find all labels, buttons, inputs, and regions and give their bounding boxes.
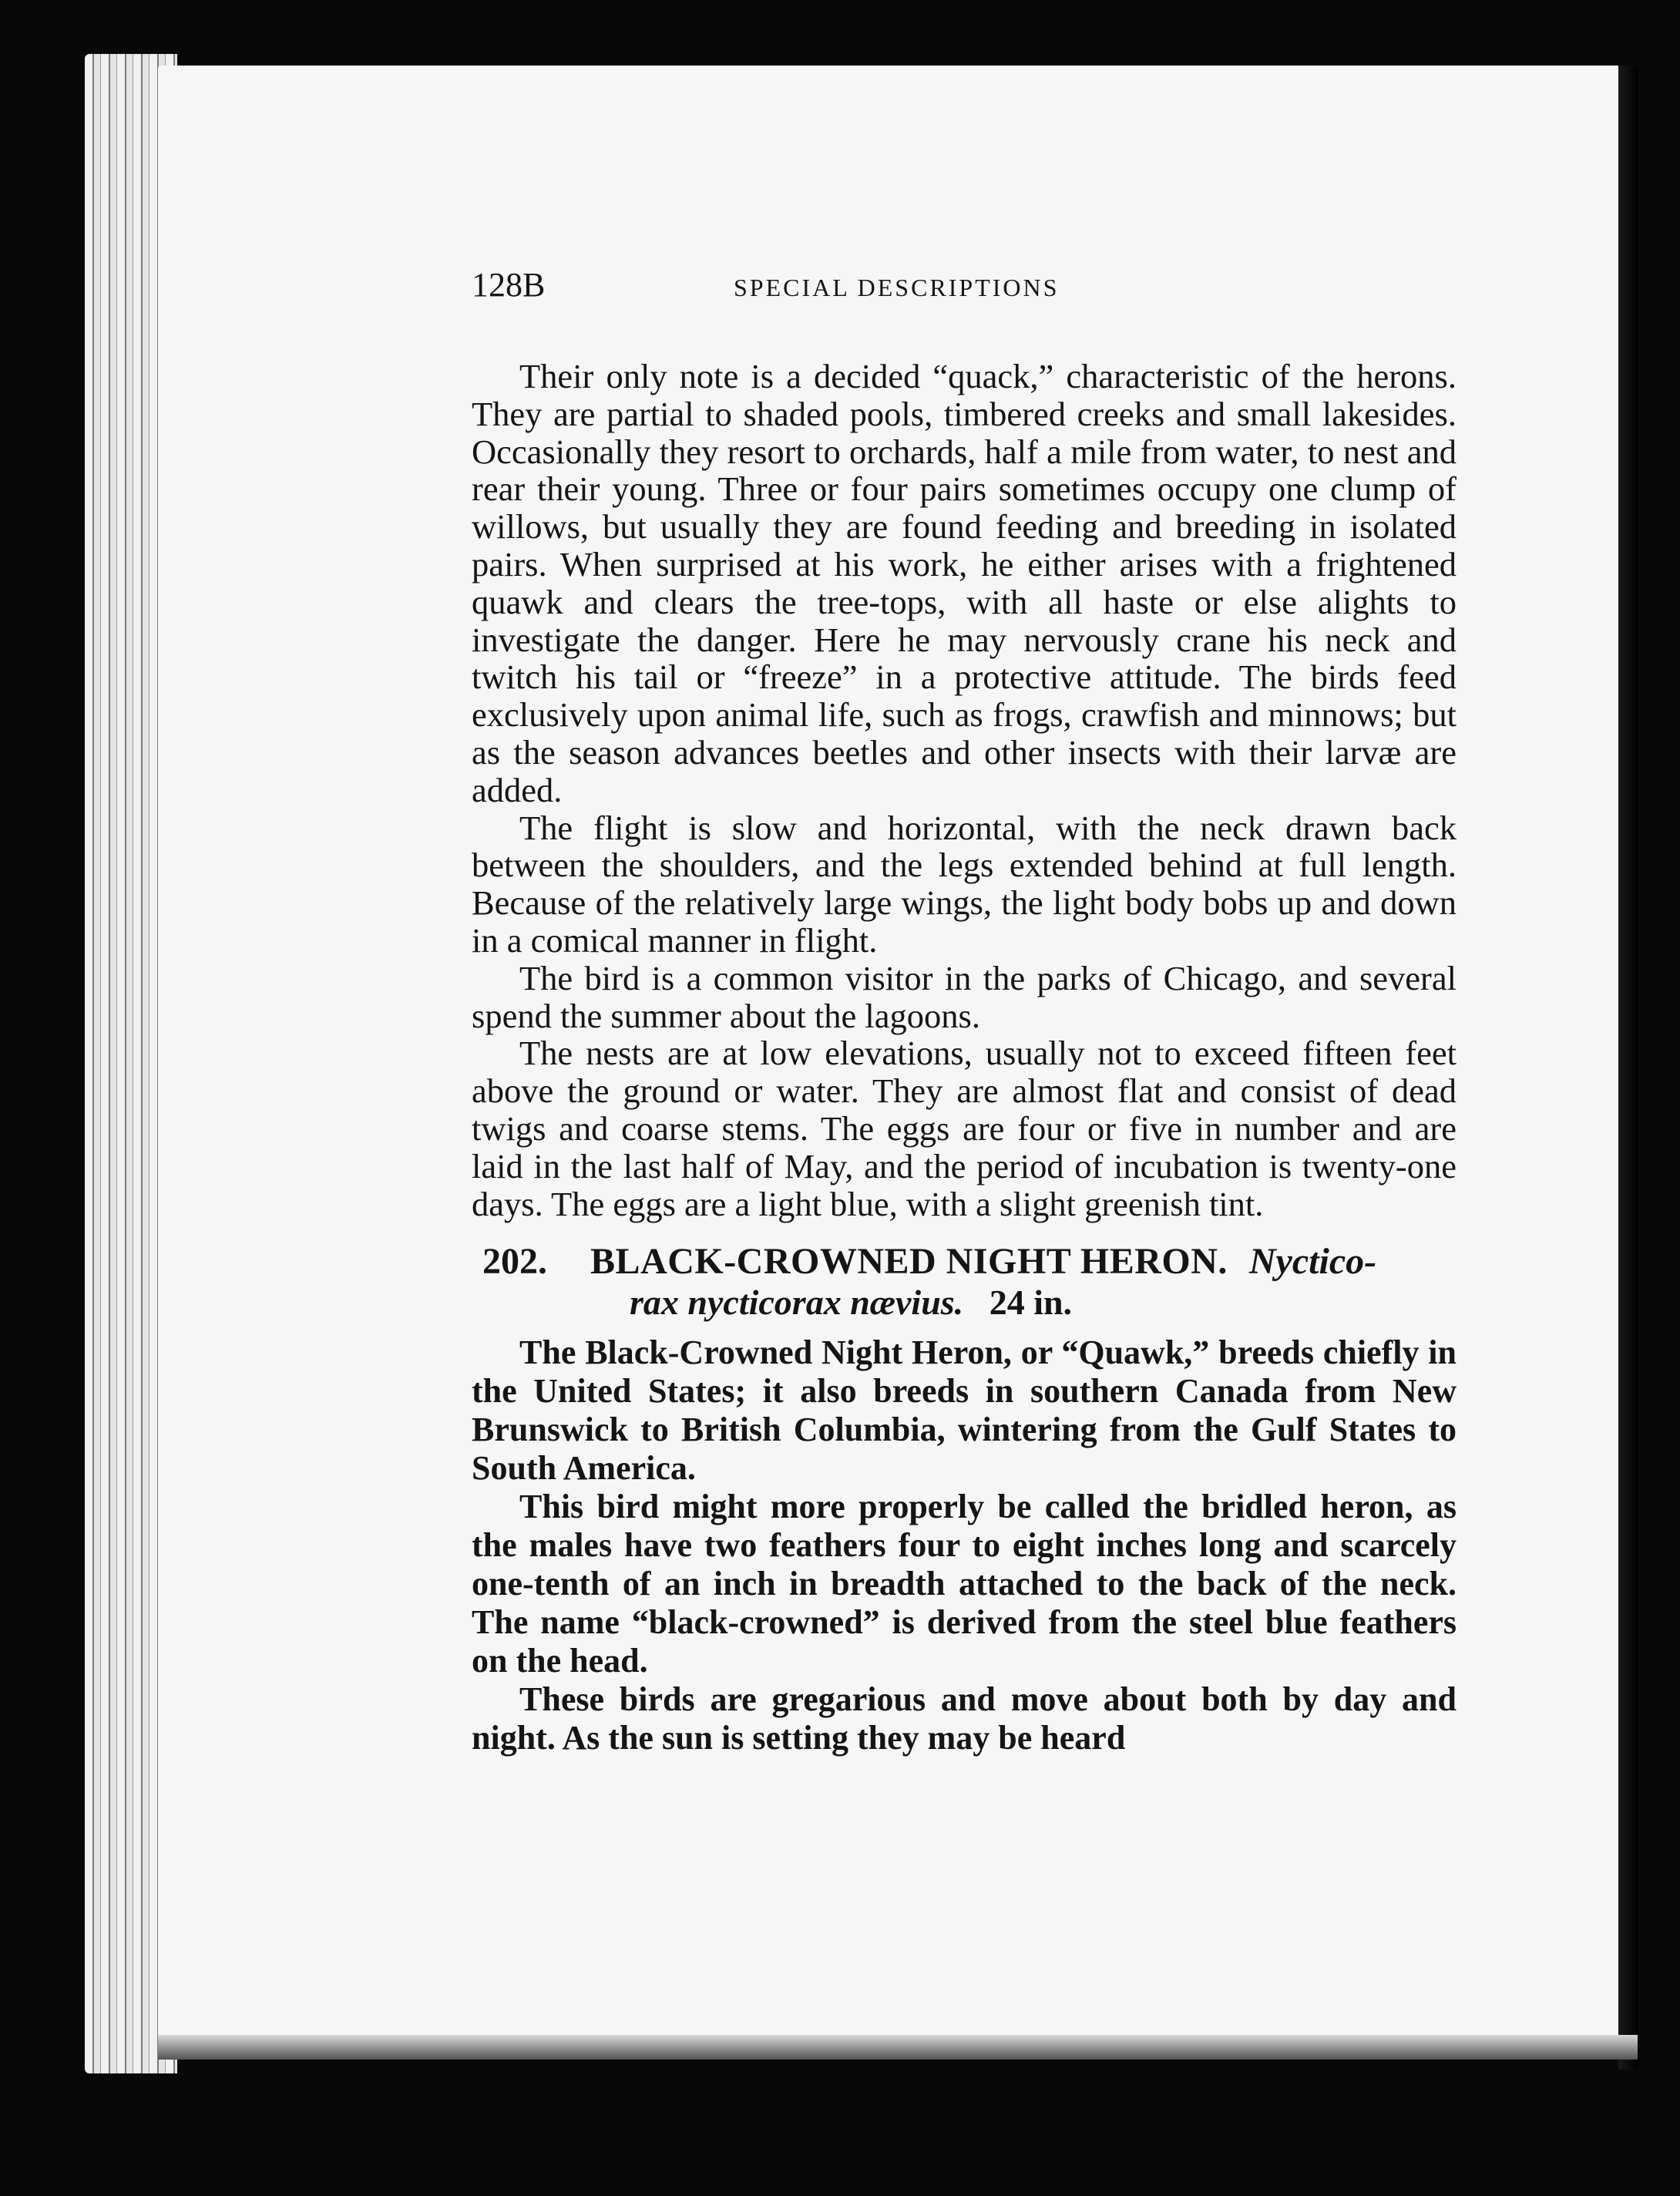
page-content xyxy=(472,265,1457,1757)
entry-size: 24 in. xyxy=(989,1283,1073,1323)
paragraph: The nests are at low elevations, usually not to exceed fifteen feet above the ground or water. They are almost flat and consist of dead twigs and coarse stems. The eggs are four or five in number and are laid in the last half of May, and the period of incubation is twenty-one days. The eggs are a light blue, with a slight greenish tint. xyxy=(472,1034,1457,1223)
paragraph: Their only note is a decided “quack,” characteristic of the herons. They are partial to shaded pools, timbered creeks and small lakesides. Occasionally they resort to orchards, half a mile from water, to nest and rear their young. Three or four pairs sometimes occupy one clump of willows, but usually they are found feeding and breeding in isolated pairs. When surprised at his work, he either arises with a frightened quawk and clears the tree-tops, with all haste or else alights to investigate the danger. Here he may nervously crane his neck and twitch his tail or “freeze” in a protective attitude. The birds feed exclusively upon animal life, such as frogs, crawfish and minnows; but as the season advances beetles and other insects with their larvæ are added. xyxy=(472,357,1457,809)
paragraph: This bird might more properly be called the bridled heron, as the males have two feathers four to eight inches long and scarcely one-tenth of an inch in breadth attached to the back of the neck. The name “black-crowned” is derived from the steel blue feathers on the head. xyxy=(472,1488,1457,1680)
page-bottom-edge xyxy=(158,2035,1638,2060)
species-entry-heading xyxy=(472,1241,1457,1323)
paragraph: The bird is a common visitor in the parks of Chicago, and several spend the summer about the lagoons. xyxy=(472,958,1457,1035)
running-head xyxy=(472,265,1457,311)
entry-scientific-name-part1: Nyctico- xyxy=(1248,1241,1377,1283)
page-number: 128B xyxy=(472,266,546,304)
page-gutter-shadow xyxy=(1618,66,1638,2070)
entry-body-text xyxy=(472,1333,1457,1757)
running-head-title: SPECIAL DESCRIPTIONS xyxy=(734,274,1060,301)
entry-scientific-name-part2: rax nycticorax nævius. xyxy=(630,1283,964,1323)
entry-common-name: BLACK-CROWNED NIGHT HERON. xyxy=(590,1241,1228,1283)
entry-number: 202. xyxy=(482,1241,547,1283)
paragraph: The Black-Crowned Night Heron, or “Quawk,” breeds chiefly in the United States; it also breeds in southern Canada from New Brunswick to British Columbia, wintering from the Gulf States to South America. xyxy=(472,1333,1457,1488)
paragraph: The flight is slow and horizontal, with the neck drawn back between the shoulders, and the legs extended behind at full length. Because of the relatively large wings, the light body bobs up and down in a comical manner in flight. xyxy=(472,808,1457,960)
paragraph: These birds are gregarious and move about both by day and night. As the sun is setting they may be heard xyxy=(472,1680,1457,1757)
body-text xyxy=(472,358,1457,1222)
